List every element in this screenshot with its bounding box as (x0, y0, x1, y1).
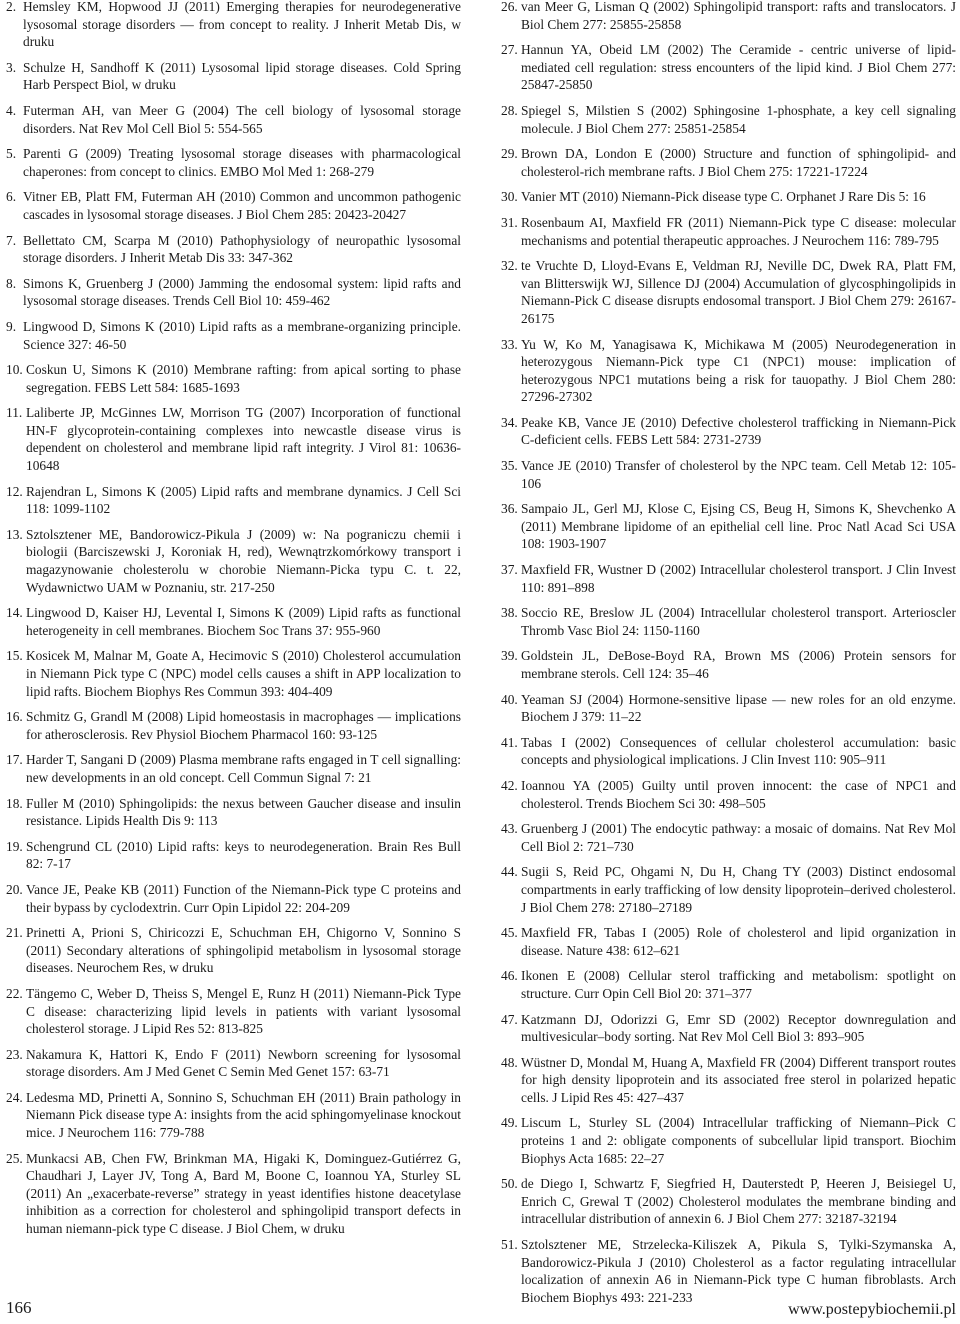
reference-item (6, 1089, 461, 1142)
reference-text: Schulze H, Sandhoff K (2011) Lysosomal lipid storage diseases. Cold Spring Harb Perspect Biol, w druku (23, 59, 461, 93)
reference-text: Hemsley KM, Hopwood JJ (2011) Emerging therapies for neurodegenerative lysosomal storage disorders — from concept to reality. J Inherit Metab Dis, w druku (23, 0, 461, 50)
reference-item (501, 647, 956, 682)
reference-text: Liscum L, Sturley SL (2004) Intracellular trafficking of Niemann–Pick C proteins 1 and 2: obligate components of subcellular lipid transport. Biochim Biophys Acta 1685: 22–27 (521, 1115, 956, 1166)
reference-text: Vitner EB, Platt FM, Futerman AH (2010) Common and uncommon pathogenic cascades in lysosomal storage diseases. J Biol Chem 285: 20423-20427 (23, 189, 461, 222)
journal-url: www.postepybiochemii.pl (788, 1301, 956, 1318)
reference-item (501, 1236, 956, 1306)
reference-item (501, 414, 956, 449)
reference-item (6, 647, 461, 700)
reference-text: Gruenberg J (2001) The endocytic pathway: a mosaic of domains. Nat Rev Mol Cell Biol 2: 721–730 (521, 821, 956, 854)
reference-number: 37. (501, 562, 518, 578)
reference-number: 21. (6, 925, 23, 941)
reference-text: Parenti G (2009) Treating lysosomal storage diseases with pharmacological chaperones: from concept to clinics. EMBO Mol Med 1: 268-279 (23, 146, 461, 179)
reference-text: Ioannou YA (2005) Guilty until proven innocent: the case of NPC1 and cholesterol. Trends Biochem Sci 30: 498–505 (521, 777, 956, 811)
reference-item (6, 985, 461, 1038)
reference-number: 8. (6, 275, 17, 291)
reference-item (6, 145, 461, 180)
reference-text: Sztolsztener ME, Bandorowicz-Pikula J (2009) w: Na pograniczu chemii i biologii (Barciszewski J, Koroniak H, red), Wewnątrzkomórkowy transport i magazynowanie cholesterolu w chorobie Niemann-Picka typu C. t. 22, Wydawnictwo UAM w Poznaniu, str. 217-250 (26, 526, 461, 595)
reference-text: Sztolsztener ME, Strzelecka-Kiliszek A, Pikula S, Tylki-Szymanska A, Bandorowicz-Pikula J (2010) Cholesterol as a factor regulating intracellular localization of annexin A6 in Niemann-Pick type C human fibroblasts. Arch Biochem Biophys 493: 221-233 (521, 1237, 956, 1305)
reference-text: Sugii S, Reid PC, Ohgami N, Du H, Chang TY (2003) Distinct endosomal compartments in early trafficking of low density lipoprotein–derived cholesterol. J Biol Chem 278: 27180–27189 (521, 864, 956, 915)
reference-text: Lingwood D, Simons K (2010) Lipid rafts as a membrane-organizing principle. Science 327: 46-50 (23, 318, 461, 352)
reference-text: Lingwood D, Kaiser HJ, Levental I, Simons K (2009) Lipid rafts as functional heterogeneity in cell membranes. Biochem Soc Trans 37: 955-960 (26, 605, 461, 638)
reference-item (501, 457, 956, 492)
reference-item (6, 275, 461, 310)
reference-text: Yu W, Ko M, Yanagisawa K, Michikawa M (2005) Neurodegeneration in heterozygous Niemann-Pick type C1 (NPC1) mouse: implication of heterozygous NPC1 mutations being a risk for tauopathy. J Biol Chem 280: 27296-27302 (521, 336, 956, 405)
reference-number: 51. (501, 1237, 518, 1253)
reference-item (501, 336, 956, 406)
reference-item (501, 188, 956, 206)
reference-number: 26. (501, 0, 518, 14)
reference-text: Katzmann DJ, Odorizzi G, Emr SD (2002) Receptor downregulation and multivesicular–body sorting. Nat Rev Mol Cell Biol 3: 893–905 (521, 1011, 956, 1045)
reference-text: Schengrund CL (2010) Lipid rafts: keys to neurodegeneration. Brain Res Bull 82: 7-17 (26, 838, 461, 872)
reference-text: Laliberte JP, McGinnes LW, Morrison TG (2007) Incorporation of functional HN-F glycoprotein-containing complexes into newcastle disease virus is dependent on cholesterol and membrane lipid raft integrity. J Virol 81: 10636-10648 (26, 405, 461, 474)
reference-number: 6. (6, 189, 17, 205)
reference-text: Spiegel S, Milstien S (2002) Sphingosine 1-phosphate, a key cell signaling molecule. J Biol Chem 277: 25851-25854 (521, 102, 956, 136)
reference-item (6, 1046, 461, 1081)
reference-item (6, 232, 461, 267)
reference-item (6, 318, 461, 353)
reference-text: Vance JE, Peake KB (2011) Function of the Niemann-Pick type C proteins and their bypass by cyclodextrin. Curr Opin Lipidol 22: 204-209 (26, 881, 461, 915)
reference-number: 39. (501, 648, 518, 664)
reference-text: Yeaman SJ (2004) Hormone-sensitive lipase — new roles for an old enzyme. Biochem J 379: 11–22 (521, 691, 956, 725)
reference-item (6, 102, 461, 137)
reference-number: 41. (501, 734, 518, 750)
reference-item (501, 102, 956, 137)
reference-text: Coskun U, Simons K (2010) Membrane rafting: from apical sorting to phase segregation. FEBS Lett 584: 1685-1693 (26, 362, 461, 395)
reference-text: Ledesma MD, Prinetti A, Sonnino S, Schuchman EH (2011) Brain pathology in Niemann Pick disease type A: insights from the acid sphingomyelinase knockout mice. J Neurochem 116: 779-788 (26, 1089, 461, 1141)
reference-number: 36. (501, 501, 518, 517)
reference-number: 47. (501, 1011, 518, 1027)
reference-text: te Vruchte D, Lloyd-Evans E, Veldman RJ, Neville DC, Dwek RA, Platt FM, van Blitterswijk WJ, Sillence DJ (2004) Accumulation of glycosphingolipids in Niemann-Pick C disease disrupts endosomal transport. J Biol Chem 279: 26167-26175 (521, 258, 956, 326)
reference-number: 49. (501, 1115, 518, 1131)
reference-text: Bellettato CM, Scarpa M (2010) Pathophysiology of neuropathic lysosomal storage disorders. J Inherit Metab Dis 33: 347-362 (23, 232, 461, 266)
reference-number: 45. (501, 925, 518, 941)
reference-number: 7. (6, 232, 17, 248)
reference-item (6, 838, 461, 873)
reference-item (6, 59, 461, 94)
reference-number: 32. (501, 258, 518, 274)
reference-text: Nakamura K, Hattori K, Endo F (2011) Newborn screening for lysosomal storage disorders. Am J Med Genet C Semin Med Genet 157: 63-71 (26, 1046, 461, 1080)
reference-item (501, 145, 956, 180)
reference-number: 5. (6, 146, 17, 162)
reference-item (501, 777, 956, 812)
references-right-column (501, 0, 956, 1314)
reference-item (501, 0, 956, 33)
reference-text: Futerman AH, van Meer G (2004) The cell biology of lysosomal storage disorders. Nat Rev Mol Cell Biol 5: 554-565 (23, 102, 461, 136)
reference-text: Tängemo C, Weber D, Theiss S, Mengel E, Runz H (2011) Niemann-Pick Type C disease: characterizing lipid levels in patients with variant lysosomal cholesterol storage. J Lipid Res 52: 813-825 (26, 985, 461, 1037)
reference-number: 38. (501, 605, 518, 621)
reference-text: Soccio RE, Breslow JL (2004) Intracellular cholesterol transport. Arterioscler Thromb Vasc Biol 24: 1150-1160 (521, 605, 956, 638)
reference-item (6, 708, 461, 743)
reference-number: 48. (501, 1054, 518, 1070)
reference-number: 19. (6, 838, 23, 854)
reference-number: 3. (6, 59, 17, 75)
reference-number: 13. (6, 526, 23, 542)
reference-item (501, 561, 956, 596)
reference-item (501, 257, 956, 327)
reference-item (6, 795, 461, 830)
reference-number: 30. (501, 189, 518, 205)
reference-item (501, 1175, 956, 1228)
reference-item (6, 404, 461, 474)
reference-text: Hannun YA, Obeid LM (2002) The Ceramide - centric universe of lipid-mediated cell regulation: stress encounters of the lipid kind. J Biol Chem 277: 25847-25850 (521, 42, 956, 93)
reference-item (6, 751, 461, 786)
reference-number: 2. (6, 0, 17, 14)
reference-number: 12. (6, 483, 23, 499)
reference-text: de Diego I, Schwartz F, Siegfried H, Dauterstedt P, Heeren J, Beisiegel U, Enrich C, Grewal T (2002) Cholesterol modulates the membrane binding and intracellular distribution of annexin 6. J Biol Chem 277: 32187-32194 (521, 1176, 956, 1227)
reference-text: Kosicek M, Malnar M, Goate A, Hecimovic S (2010) Cholesterol accumulation in Niemann Pick type C (NPC) model cells causes a shift in APP localization to lipid rafts. Biochem Biophys Res Commun 393: 404-409 (26, 648, 461, 699)
reference-item (6, 0, 461, 51)
reference-number: 9. (6, 318, 17, 334)
reference-number: 14. (6, 605, 23, 621)
references-left-column (6, 0, 461, 1246)
reference-item (501, 500, 956, 553)
reference-text: Maxfield FR, Wustner D (2002) Intracellular cholesterol transport. J Clin Invest 110: 891–898 (521, 562, 956, 595)
reference-text: Ikonen E (2008) Cellular sterol trafficking and metabolism: spotlight on structure. Curr Opin Cell Biol 20: 371–377 (521, 968, 956, 1001)
reference-item (501, 924, 956, 959)
reference-number: 43. (501, 821, 518, 837)
reference-item (501, 691, 956, 726)
reference-text: Maxfield FR, Tabas I (2005) Role of cholesterol and lipid organization in disease. Nature 438: 612–621 (521, 925, 956, 958)
reference-number: 31. (501, 214, 518, 230)
reference-text: Vanier MT (2010) Niemann-Pick disease type C. Orphanet J Rare Dis 5: 16 (521, 189, 926, 205)
reference-number: 29. (501, 146, 518, 162)
reference-item (6, 483, 461, 518)
reference-item (501, 967, 956, 1002)
reference-number: 50. (501, 1176, 518, 1192)
reference-number: 4. (6, 102, 17, 118)
reference-text: Brown DA, London E (2000) Structure and function of sphingolipid- and cholesterol-rich membrane rafts. J Biol Chem 275: 17221-17224 (521, 146, 956, 179)
reference-number: 16. (6, 709, 23, 725)
reference-item (501, 214, 956, 249)
reference-item (501, 604, 956, 639)
reference-text: Goldstein JL, DeBose-Boyd RA, Brown MS (2006) Protein sensors for membrane sterols. Cell 124: 35–46 (521, 648, 956, 681)
reference-number: 27. (501, 42, 518, 58)
reference-item (501, 734, 956, 769)
reference-number: 23. (6, 1046, 23, 1062)
reference-number: 22. (6, 985, 23, 1001)
reference-item (6, 604, 461, 639)
reference-item (501, 820, 956, 855)
reference-text: Peake KB, Vance JE (2010) Defective cholesterol trafficking in Niemann-Pick C-deficient cells. FEBS Lett 584: 2731-2739 (521, 414, 956, 448)
reference-item (6, 924, 461, 977)
reference-text: Schmitz G, Grandl M (2008) Lipid homeostasis in macrophages — implications for atherosclerosis. Rev Physiol Biochem Pharmacol 160: 93-125 (26, 709, 461, 742)
reference-item (6, 881, 461, 916)
reference-number: 34. (501, 414, 518, 430)
reference-number: 25. (6, 1150, 23, 1166)
reference-item (6, 526, 461, 596)
reference-text: van Meer G, Lisman Q (2002) Sphingolipid transport: rafts and translocators. J Biol Chem 277: 25855-25858 (521, 0, 956, 32)
reference-text: Rajendran L, Simons K (2005) Lipid rafts and membrane dynamics. J Cell Sci 118: 1099-1102 (26, 483, 461, 517)
reference-number: 35. (501, 458, 518, 474)
reference-number: 24. (6, 1089, 23, 1105)
reference-text: Fuller M (2010) Sphingolipids: the nexus between Gaucher disease and insulin resistance. Lipids Health Dis 9: 113 (26, 795, 461, 829)
reference-number: 20. (6, 881, 23, 897)
reference-number: 33. (501, 336, 518, 352)
reference-number: 46. (501, 968, 518, 984)
reference-text: Sampaio JL, Gerl MJ, Klose C, Ejsing CS, Beug H, Simons K, Shevchenko A (2011) Membrane lipidome of an epithelial cell line. Proc Natl Acad Sci USA 108: 1903-1907 (521, 501, 956, 552)
reference-number: 17. (6, 752, 23, 768)
reference-number: 15. (6, 648, 23, 664)
reference-item (501, 1114, 956, 1167)
reference-item (501, 1054, 956, 1107)
reference-item (6, 188, 461, 223)
reference-text: Prinetti A, Prioni S, Chiricozzi E, Schuchman EH, Chigorno V, Sonnino S (2011) Secondary alterations of sphingolipid metabolism in lysosomal storage diseases. Neurochem Res, w druku (26, 925, 461, 976)
reference-text: Simons K, Gruenberg J (2000) Jamming the endosomal system: lipid rafts and lysosomal storage diseases. Trends Cell Biol 10: 459-462 (23, 275, 461, 309)
reference-text: Harder T, Sangani D (2009) Plasma membrane rafts engaged in T cell signalling: new developments in an old concept. Cell Commun Signal 7: 21 (26, 752, 461, 785)
reference-number: 10. (6, 362, 23, 378)
reference-number: 18. (6, 795, 23, 811)
reference-text: Wüstner D, Mondal M, Huang A, Maxfield FR (2004) Different transport routes for high density lipoprotein and its associated free sterol in polarized hepatic cells. J Lipid Res 45: 427–437 (521, 1054, 956, 1105)
reference-text: Vance JE (2010) Transfer of cholesterol by the NPC team. Cell Metab 12: 105-106 (521, 458, 956, 491)
reference-item (501, 41, 956, 94)
reference-text: Tabas I (2002) Consequences of cellular cholesterol accumulation: basic concepts and physiological implications. J Clin Invest 110: 905–911 (521, 734, 956, 768)
reference-number: 28. (501, 102, 518, 118)
reference-number: 40. (501, 691, 518, 707)
reference-text: Munkacsi AB, Chen FW, Brinkman MA, Higaki K, Dominguez-Gutiérrez G, Chaudhari J, Layer JV, Tong A, Bard M, Boone C, Ioannou YA, Sturley SL (2011) An „exacerbate-reverse” strategy in yeast identifies histone deacetylase inhibition as a correction for cholesterol and sphingolipid transport defects in human niemann-pick type C disease. J Biol Chem, w druku (26, 1150, 461, 1237)
reference-number: 42. (501, 777, 518, 793)
reference-item (6, 1150, 461, 1238)
reference-number: 11. (6, 405, 23, 421)
reference-number: 44. (501, 864, 518, 880)
reference-item (6, 361, 461, 396)
reference-item (501, 1011, 956, 1046)
reference-text: Rosenbaum AI, Maxfield FR (2011) Niemann-Pick type C disease: molecular mechanisms and potential therapeutic approaches. J Neurochem 116: 789-795 (521, 214, 956, 248)
reference-item (501, 863, 956, 916)
page-number: 166 (6, 1298, 32, 1317)
